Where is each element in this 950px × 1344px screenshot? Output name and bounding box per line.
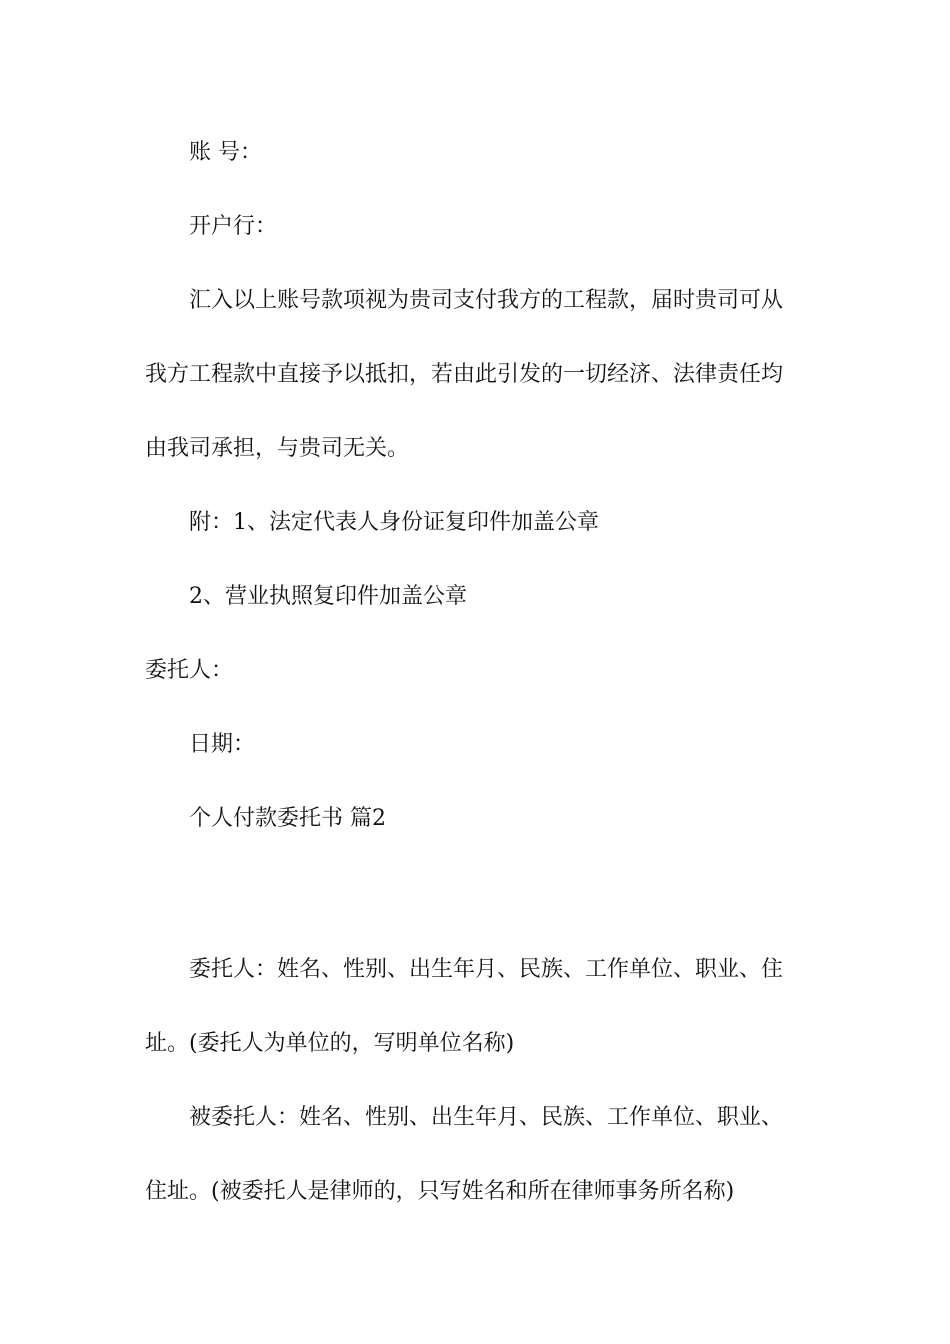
attachment-item-2: 2、营业执照复印件加盖公章 <box>189 584 467 609</box>
account-number-label: 账 号： <box>189 140 262 165</box>
paragraph-line: 被委托人：姓名、性别、出生年月、民族、工作单位、职业、 <box>189 1105 784 1130</box>
paragraph-line: 址。(委托人为单位的，写明单位名称) <box>145 1031 515 1056</box>
paragraph-line: 委托人：姓名、性别、出生年月、民族、工作单位、职业、住 <box>189 957 784 982</box>
paragraph-line: 汇入以上账号款项视为贵司支付我方的工程款，届时贵司可从 <box>189 288 784 313</box>
paragraph-line: 由我司承担，与贵司无关。 <box>145 436 410 461</box>
principal-label: 委托人： <box>145 658 234 683</box>
attachment-item-1: 附：1、法定代表人身份证复印件加盖公章 <box>189 510 599 535</box>
bank-label: 开户行： <box>189 214 278 239</box>
date-label: 日期： <box>189 732 256 757</box>
paragraph-line: 住址。(被委托人是律师的，只写姓名和所在律师事务所名称) <box>145 1179 735 1204</box>
section-heading: 个人付款委托书 篇2 <box>189 806 386 831</box>
paragraph-line: 我方工程款中直接予以抵扣，若由此引发的一切经济、法律责任均 <box>145 362 784 387</box>
